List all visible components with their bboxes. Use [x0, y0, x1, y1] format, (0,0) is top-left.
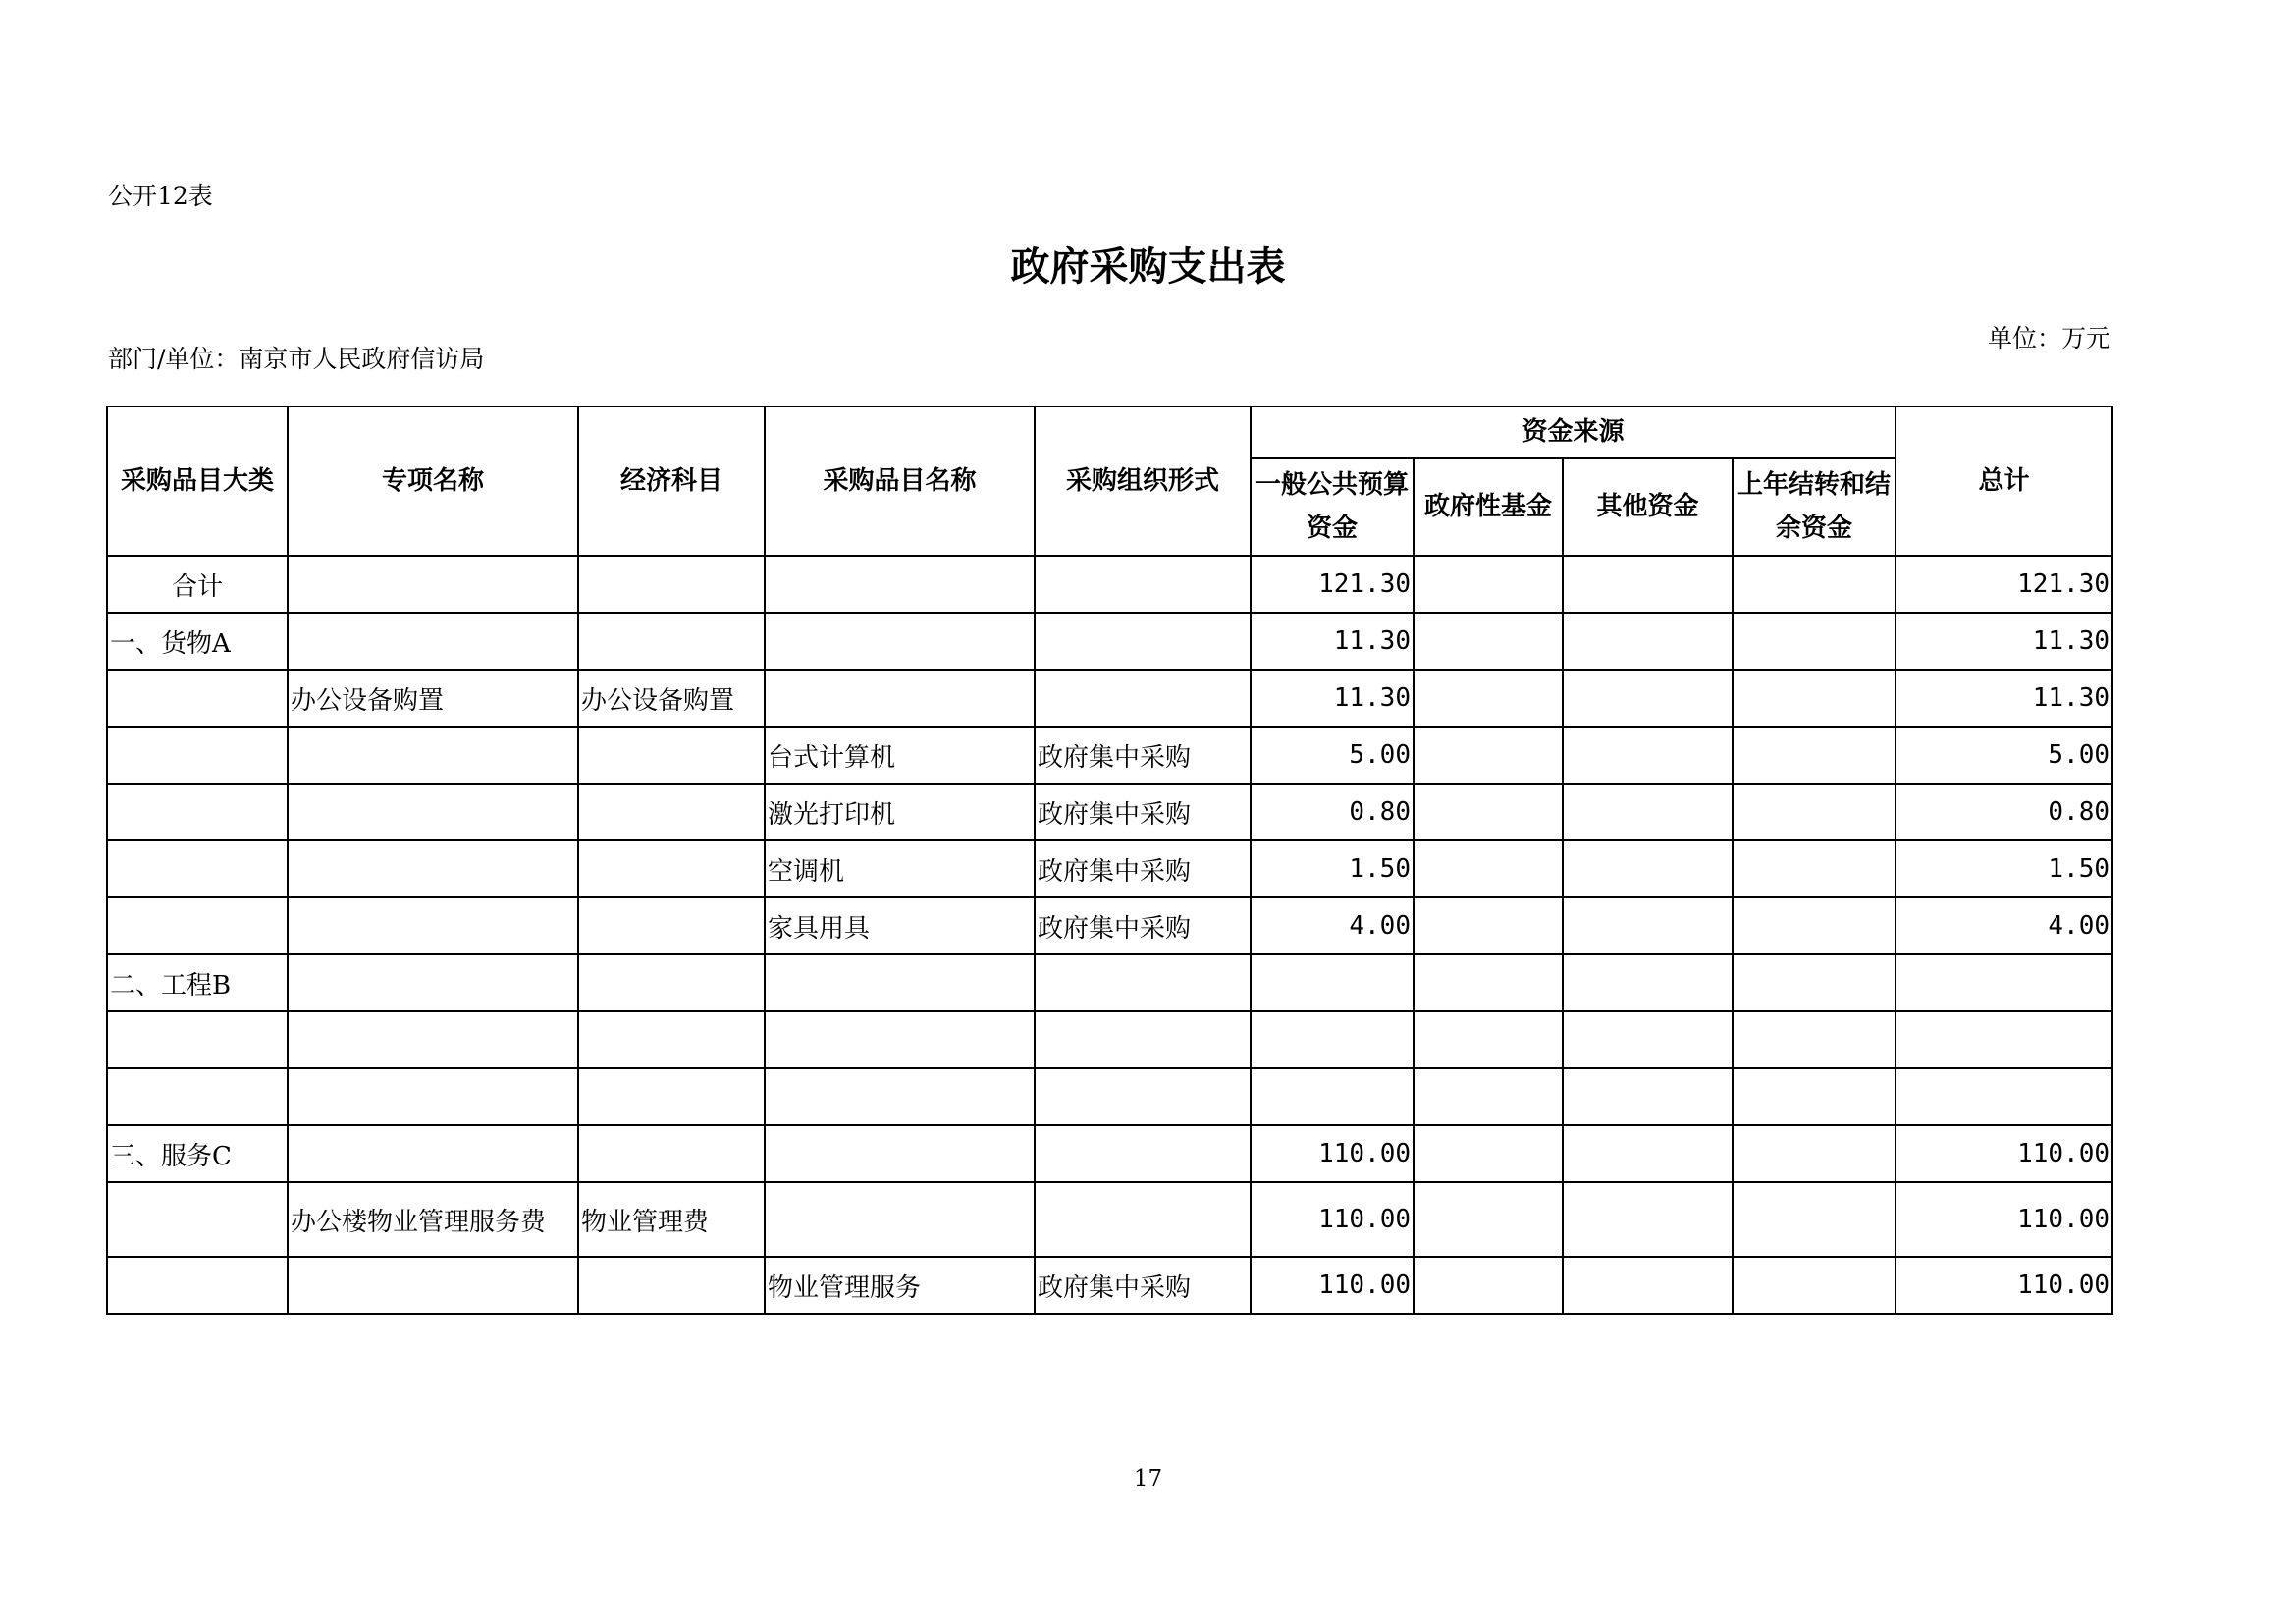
cell-project: 办公楼物业管理服务费: [288, 1182, 578, 1257]
cell-item: [765, 1182, 1035, 1257]
cell-project: [288, 1125, 578, 1182]
procurement-table: [106, 406, 2113, 1315]
cell-general: 11.30: [1251, 670, 1414, 727]
cell-gov-fund: [1414, 670, 1563, 727]
cell-carryover: [1733, 1125, 1896, 1182]
cell-econ: [578, 897, 765, 954]
cell-total: 4.00: [1896, 897, 2112, 954]
table-row: [107, 1257, 2112, 1314]
cell-method: [1035, 1011, 1251, 1068]
cell-gov-fund: [1414, 840, 1563, 897]
cell-project: [288, 1257, 578, 1314]
cell-item: 空调机: [765, 840, 1035, 897]
cell-method: 政府集中采购: [1035, 727, 1251, 784]
cell-other: [1563, 1257, 1733, 1314]
cell-method: 政府集中采购: [1035, 784, 1251, 840]
cell-item: 激光打印机: [765, 784, 1035, 840]
cell-project: 办公设备购置: [288, 670, 578, 727]
cell-carryover: [1733, 1182, 1896, 1257]
table-row: [107, 840, 2112, 897]
cell-item: [765, 1125, 1035, 1182]
cell-carryover: [1733, 897, 1896, 954]
cell-gov-fund: [1414, 613, 1563, 670]
header-total: 总计: [1896, 406, 2112, 556]
cell-econ: [578, 613, 765, 670]
cell-carryover: [1733, 954, 1896, 1011]
cell-econ: [578, 1011, 765, 1068]
cell-method: [1035, 954, 1251, 1011]
cell-other: [1563, 727, 1733, 784]
cell-econ: [578, 840, 765, 897]
cell-gov-fund: [1414, 727, 1563, 784]
cell-gov-fund: [1414, 1068, 1563, 1125]
cell-general: 5.00: [1251, 727, 1414, 784]
table-row: [107, 897, 2112, 954]
table-row: [107, 613, 2112, 670]
cell-category: [107, 1068, 288, 1125]
cell-gov-fund: [1414, 784, 1563, 840]
header-category: 采购品目大类: [107, 406, 288, 556]
cell-method: 政府集中采购: [1035, 840, 1251, 897]
cell-general: [1251, 1068, 1414, 1125]
cell-total: 0.80: [1896, 784, 2112, 840]
cell-general: 110.00: [1251, 1125, 1414, 1182]
cell-gov-fund: [1414, 1182, 1563, 1257]
cell-total: 110.00: [1896, 1125, 2112, 1182]
department-label: 部门/单位：南京市人民政府信访局: [108, 345, 485, 373]
cell-method: [1035, 1068, 1251, 1125]
table-row: [107, 954, 2112, 1011]
cell-other: [1563, 1068, 1733, 1125]
cell-item: 台式计算机: [765, 727, 1035, 784]
header-item: 采购品目名称: [765, 406, 1035, 556]
cell-general: [1251, 1011, 1414, 1068]
cell-general: 4.00: [1251, 897, 1414, 954]
cell-category: 一、货物A: [107, 613, 288, 670]
cell-project: [288, 840, 578, 897]
cell-econ: [578, 1125, 765, 1182]
cell-category: [107, 670, 288, 727]
cell-carryover: [1733, 556, 1896, 613]
cell-carryover: [1733, 784, 1896, 840]
cell-method: [1035, 1125, 1251, 1182]
cell-carryover: [1733, 840, 1896, 897]
cell-project: [288, 727, 578, 784]
cell-method: [1035, 1182, 1251, 1257]
cell-item: [765, 954, 1035, 1011]
cell-gov-fund: [1414, 897, 1563, 954]
cell-econ: 办公设备购置: [578, 670, 765, 727]
cell-project: [288, 1068, 578, 1125]
cell-econ: [578, 1068, 765, 1125]
header-general: 一般公共预算资金: [1251, 458, 1414, 556]
cell-method: [1035, 613, 1251, 670]
cell-item: [765, 1068, 1035, 1125]
cell-carryover: [1733, 1068, 1896, 1125]
cell-general: 110.00: [1251, 1257, 1414, 1314]
cell-gov-fund: [1414, 1125, 1563, 1182]
cell-carryover: [1733, 1011, 1896, 1068]
cell-project: [288, 954, 578, 1011]
cell-total: [1896, 954, 2112, 1011]
cell-other: [1563, 613, 1733, 670]
cell-general: 11.30: [1251, 613, 1414, 670]
header-method: 采购组织形式: [1035, 406, 1251, 556]
cell-general: 121.30: [1251, 556, 1414, 613]
table-row: [107, 670, 2112, 727]
cell-item: [765, 670, 1035, 727]
cell-total: [1896, 1068, 2112, 1125]
cell-project: [288, 613, 578, 670]
cell-other: [1563, 784, 1733, 840]
cell-project: [288, 897, 578, 954]
cell-other: [1563, 954, 1733, 1011]
cell-category: [107, 897, 288, 954]
cell-general: 1.50: [1251, 840, 1414, 897]
cell-total: 110.00: [1896, 1182, 2112, 1257]
form-number: 公开12表: [108, 182, 213, 210]
cell-method: [1035, 670, 1251, 727]
cell-item: [765, 556, 1035, 613]
table-row: [107, 1125, 2112, 1182]
cell-other: [1563, 840, 1733, 897]
table-row: [107, 556, 2112, 613]
unit-label: 单位：万元: [1987, 324, 2110, 352]
cell-gov-fund: [1414, 1257, 1563, 1314]
cell-method: [1035, 556, 1251, 613]
cell-other: [1563, 670, 1733, 727]
cell-general: [1251, 954, 1414, 1011]
cell-total: 11.30: [1896, 670, 2112, 727]
cell-total: 11.30: [1896, 613, 2112, 670]
cell-econ: 物业管理费: [578, 1182, 765, 1257]
cell-category: [107, 1257, 288, 1314]
page-number: 17: [1133, 1466, 1163, 1491]
header-other: 其他资金: [1563, 458, 1733, 556]
cell-total: [1896, 1011, 2112, 1068]
table-row: [107, 1011, 2112, 1068]
header-project: 专项名称: [288, 406, 578, 556]
cell-total: 110.00: [1896, 1257, 2112, 1314]
cell-item: 物业管理服务: [765, 1257, 1035, 1314]
cell-category: [107, 784, 288, 840]
cell-method: 政府集中采购: [1035, 1257, 1251, 1314]
cell-project: [288, 556, 578, 613]
cell-other: [1563, 1125, 1733, 1182]
cell-general: 110.00: [1251, 1182, 1414, 1257]
cell-econ: [578, 784, 765, 840]
cell-carryover: [1733, 613, 1896, 670]
cell-category: [107, 727, 288, 784]
table-body: [107, 556, 2112, 1314]
cell-project: [288, 1011, 578, 1068]
cell-category: 合计: [107, 556, 288, 613]
cell-econ: [578, 954, 765, 1011]
header-gov-fund: 政府性基金: [1414, 458, 1563, 556]
cell-carryover: [1733, 670, 1896, 727]
table-row: [107, 784, 2112, 840]
header-carryover: 上年结转和结余资金: [1733, 458, 1896, 556]
cell-econ: [578, 1257, 765, 1314]
cell-general: 0.80: [1251, 784, 1414, 840]
cell-other: [1563, 897, 1733, 954]
cell-item: [765, 1011, 1035, 1068]
cell-econ: [578, 556, 765, 613]
cell-gov-fund: [1414, 954, 1563, 1011]
cell-category: 三、服务C: [107, 1125, 288, 1182]
table-row: [107, 1182, 2112, 1257]
cell-gov-fund: [1414, 556, 1563, 613]
cell-carryover: [1733, 727, 1896, 784]
cell-category: [107, 1182, 288, 1257]
page-title: 政府采购支出表: [1010, 244, 1286, 290]
cell-category: [107, 840, 288, 897]
cell-other: [1563, 1011, 1733, 1068]
header-fund-source: 资金来源: [1251, 406, 1896, 458]
cell-category: [107, 1011, 288, 1068]
cell-item: [765, 613, 1035, 670]
cell-category: 二、工程B: [107, 954, 288, 1011]
header-econ: 经济科目: [578, 406, 765, 556]
cell-gov-fund: [1414, 1011, 1563, 1068]
cell-carryover: [1733, 1257, 1896, 1314]
cell-total: 121.30: [1896, 556, 2112, 613]
cell-econ: [578, 727, 765, 784]
cell-other: [1563, 1182, 1733, 1257]
cell-total: 5.00: [1896, 727, 2112, 784]
table-row: [107, 1068, 2112, 1125]
cell-total: 1.50: [1896, 840, 2112, 897]
cell-other: [1563, 556, 1733, 613]
cell-project: [288, 784, 578, 840]
cell-item: 家具用具: [765, 897, 1035, 954]
cell-method: 政府集中采购: [1035, 897, 1251, 954]
table-row: [107, 727, 2112, 784]
